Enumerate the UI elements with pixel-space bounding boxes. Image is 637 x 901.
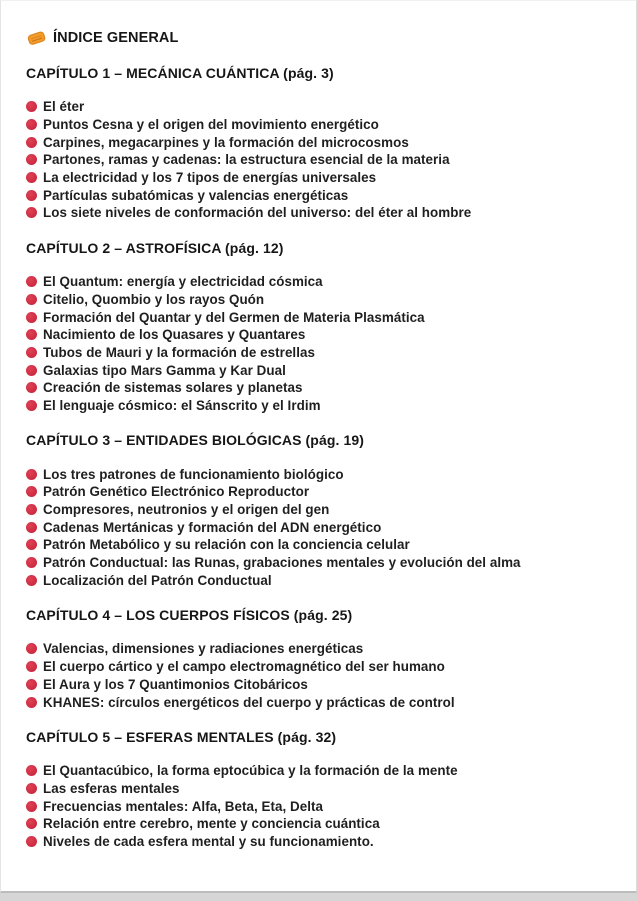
toc-item-label: El éter [43,99,85,115]
red-circle-bullet-icon [26,575,37,586]
toc-item-label: Localización del Patrón Conductual [43,572,272,588]
toc-item-label: Relación entre cerebro, mente y conciencia cuántica [43,816,380,832]
toc-item-label: Citelio, Quombio y los rayos Quón [43,291,265,307]
toc-item [26,815,612,833]
toc-item-label: El Quantum: energía y electricidad cósmica [43,274,323,290]
toc-item [26,465,612,483]
index-title-row [26,29,612,47]
toc-item [26,397,612,415]
red-circle-bullet-icon [26,469,37,480]
red-circle-bullet-icon [26,312,37,323]
toc-item [26,291,612,309]
toc-item [26,536,612,554]
chapter-item-list [26,762,612,850]
red-circle-bullet-icon [26,486,37,497]
red-circle-bullet-icon [26,400,37,411]
toc-item-label: La electricidad y los 7 tipos de energías universales [43,170,377,186]
toc-item [26,116,612,134]
toc-item-label: Patrón Conductual: las Runas, grabaciones mentales y evolución del alma [43,555,521,571]
toc-item-label: Patrón Metabólico y su relación con la conciencia celular [43,537,410,553]
toc-item [26,98,612,116]
toc-item-label: Tubos de Mauri y la formación de estrellas [43,344,315,360]
toc-item [26,762,612,780]
toc-item-label: Valencias, dimensiones y radiaciones energéticas [43,641,364,657]
toc-item [26,361,612,379]
toc-item [26,379,612,397]
red-circle-bullet-icon [26,154,37,165]
toc-item [26,640,612,658]
toc-item-label: Los siete niveles de conformación del universo: del éter al hombre [43,205,472,221]
chapter-section [26,606,612,711]
chapter-section [26,64,612,222]
page-title: ÍNDICE GENERAL [53,30,179,46]
toc-item [26,693,612,711]
toc-item-label: Formación del Quantar y del Germen de Materia Plasmática [43,309,425,325]
toc-item [26,133,612,151]
red-circle-bullet-icon [26,801,37,812]
red-circle-bullet-icon [26,137,37,148]
toc-item [26,554,612,572]
toc-item [26,483,612,501]
red-circle-bullet-icon [26,382,37,393]
red-circle-bullet-icon [26,207,37,218]
red-circle-bullet-icon [26,276,37,287]
chapter-item-list [26,273,612,415]
red-circle-bullet-icon [26,190,37,201]
toc-item [26,344,612,362]
toc-item-label: Carpines, megacarpines y la formación del microcosmos [43,134,409,150]
toc-item [26,151,612,169]
red-circle-bullet-icon [26,783,37,794]
red-circle-bullet-icon [26,172,37,183]
toc-item-label: Creación de sistemas solares y planetas [43,380,303,396]
chapter-list [26,64,612,850]
toc-item-label: Patrón Genético Electrónico Reproductor [43,484,310,500]
toc-item-label: Cadenas Mertánicas y formación del ADN energético [43,519,382,535]
red-circle-bullet-icon [26,119,37,130]
toc-item [26,273,612,291]
toc-item-label: Nacimiento de los Quasares y Quantares [43,327,306,343]
chapter-item-list [26,640,612,711]
toc-item-label: Galaxias tipo Mars Gamma y Kar Dual [43,362,286,378]
toc-item-label: Las esferas mentales [43,780,180,796]
chapter-heading: CAPÍTULO 2 – ASTROFÍSICA (pág. 12) [26,239,284,256]
red-circle-bullet-icon [26,329,37,340]
toc-item-label: Niveles de cada esfera mental y su funcionamiento. [43,833,374,849]
chapter-item-list [26,98,612,222]
red-circle-bullet-icon [26,818,37,829]
chapter-heading: CAPÍTULO 3 – ENTIDADES BIOLÓGICAS (pág. 19) [26,432,365,449]
chapter-item-list [26,465,612,589]
toc-item [26,797,612,815]
toc-item [26,186,612,204]
red-circle-bullet-icon [26,539,37,550]
red-circle-bullet-icon [26,522,37,533]
toc-item [26,676,612,694]
toc-item [26,780,612,798]
toc-item-label: El Quantacúbico, la forma eptocúbica y la formación de la mente [43,763,458,779]
toc-item [26,169,612,187]
chapter-heading: CAPÍTULO 5 – ESFERAS MENTALES (pág. 32) [26,728,337,745]
toc-item [26,308,612,326]
toc-item [26,658,612,676]
red-circle-bullet-icon [26,557,37,568]
red-circle-bullet-icon [26,697,37,708]
orange-book-icon [26,30,47,46]
toc-item-label: El lenguaje cósmico: el Sánscrito y el Irdim [43,397,321,413]
toc-item [26,518,612,536]
toc-item [26,833,612,851]
toc-item-label: KHANES: círculos energéticos del cuerpo y prácticas de control [43,694,455,710]
chapter-heading: CAPÍTULO 4 – LOS CUERPOS FÍSICOS (pág. 25) [26,607,353,624]
red-circle-bullet-icon [26,661,37,672]
toc-item-label: El cuerpo cártico y el campo electromagnético del ser humano [43,659,445,675]
toc-item [26,571,612,589]
toc-item-label: El Aura y los 7 Quantimonios Citobáricos [43,676,308,692]
toc-item [26,326,612,344]
red-circle-bullet-icon [26,294,37,305]
chapter-section [26,239,612,415]
toc-item-label: Partones, ramas y cadenas: la estructura esencial de la materia [43,152,450,168]
red-circle-bullet-icon [26,679,37,690]
toc-item-label: Frecuencias mentales: Alfa, Beta, Eta, Delta [43,798,324,814]
toc-item [26,204,612,222]
toc-item-label: Partículas subatómicas y valencias energéticas [43,187,349,203]
toc-item-label: Puntos Cesna y el origen del movimiento energético [43,117,379,133]
toc-item-label: Los tres patrones de funcionamiento biológico [43,466,344,482]
red-circle-bullet-icon [26,765,37,776]
red-circle-bullet-icon [26,347,37,358]
red-circle-bullet-icon [26,643,37,654]
red-circle-bullet-icon [26,504,37,515]
red-circle-bullet-icon [26,101,37,112]
chapter-section [26,728,612,850]
chapter-section [26,431,612,589]
chapter-heading: CAPÍTULO 1 – MECÁNICA CUÁNTICA (pág. 3) [26,65,334,81]
red-circle-bullet-icon [26,836,37,847]
toc-item [26,501,612,519]
toc-item-label: Compresores, neutronios y el origen del gen [43,502,330,518]
red-circle-bullet-icon [26,365,37,376]
